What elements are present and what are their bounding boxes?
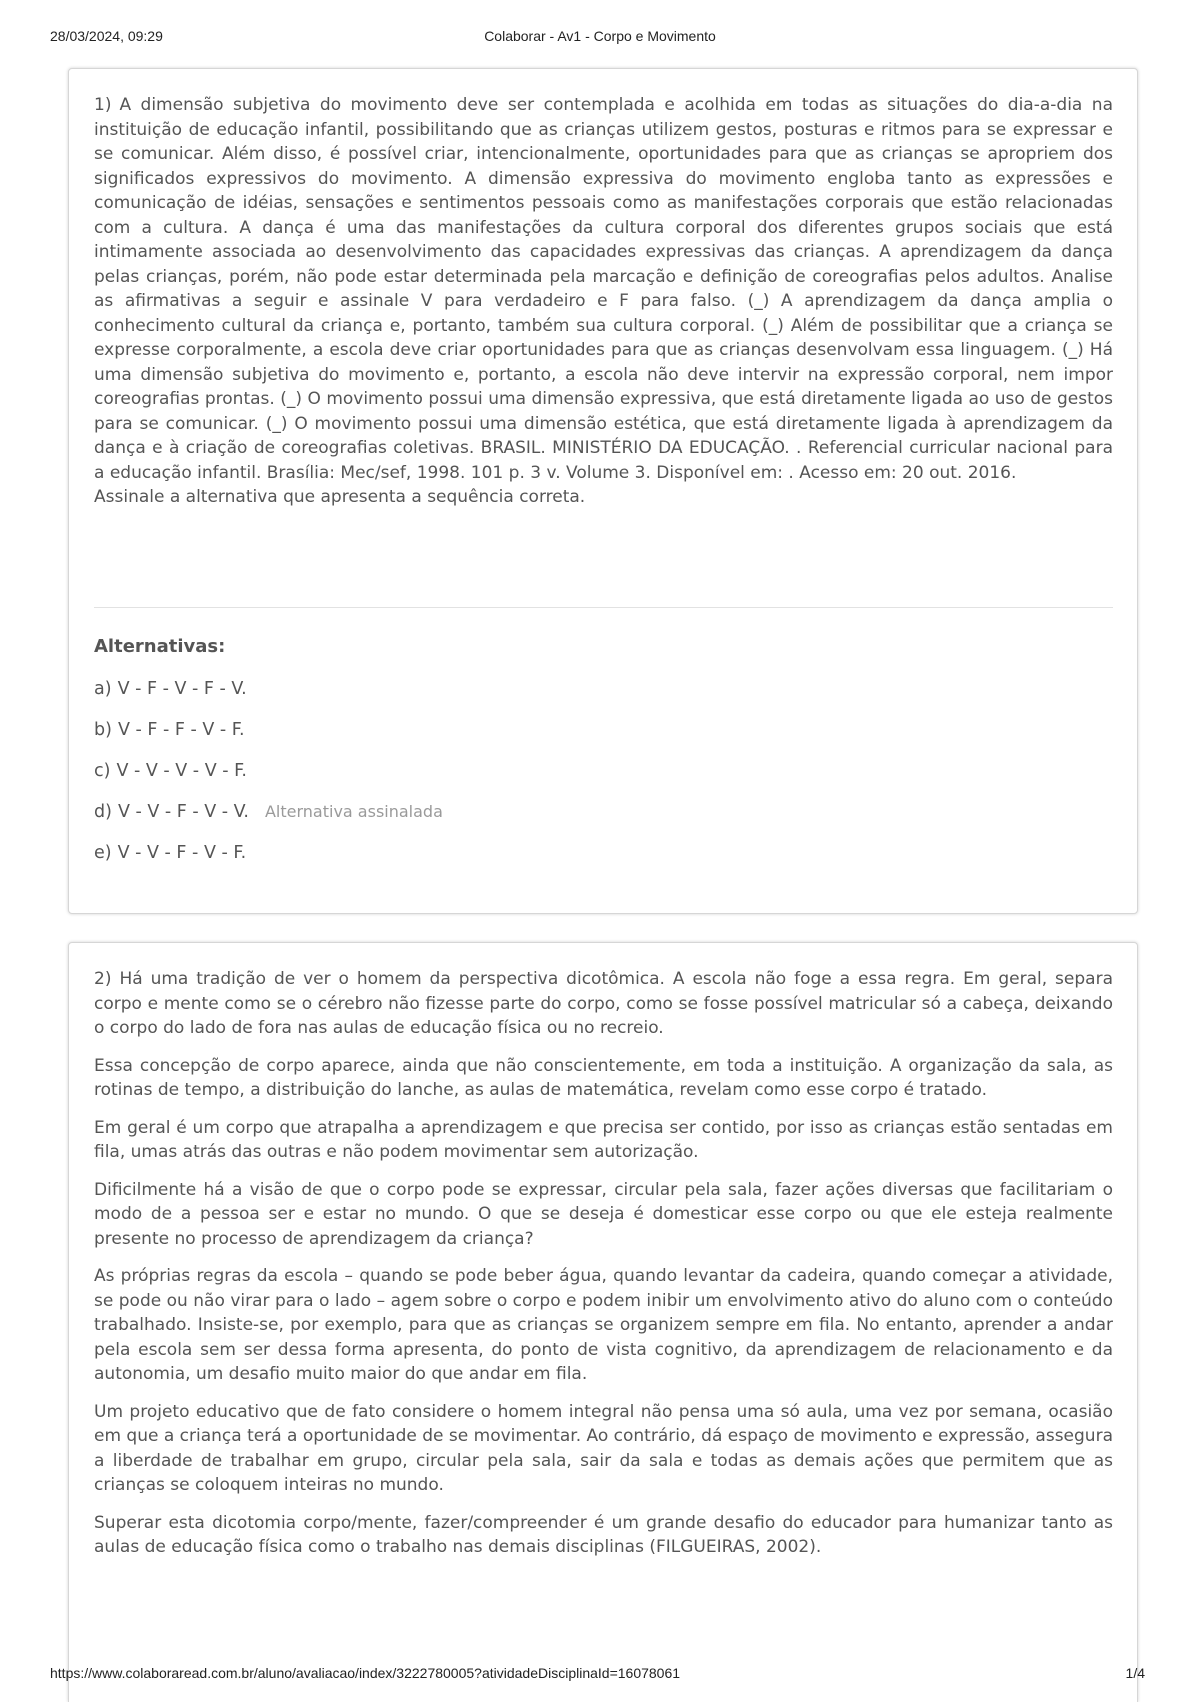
alternative-letter: c) xyxy=(94,761,111,781)
alternative-c[interactable] xyxy=(94,761,1113,802)
alternative-text: V - V - V - V - F. xyxy=(116,761,247,781)
question-2-text xyxy=(94,967,1113,1573)
page-number: 1/4 xyxy=(1125,1665,1145,1681)
alternatives-heading: Alternativas: xyxy=(94,636,226,657)
alternative-text: V - F - V - F - V. xyxy=(117,679,247,699)
question-2-paragraph: Superar esta dicotomia corpo/mente, fazer/compreender é um grande desafio do educador para humanizar tanto as aulas de educação física como o trabalho nas demais disciplinas (FILGUEIRAS, 2002). xyxy=(94,1512,1113,1557)
question-2-paragraph: Dificilmente há a visão de que o corpo pode se expressar, circular pela sala, fazer ações diversas que facilitariam o modo de a pessoa ser e estar no mundo. O que se deseja é domesticar esse corpo ou que ele esteja realmente presente no processo de aprendizagem da criança? xyxy=(94,1179,1113,1249)
alternative-b[interactable] xyxy=(94,720,1113,761)
question-1-statement: A dimensão subjetiva do movimento deve ser contemplada e acolhida em todas as situações do dia-a-dia na instituição de educação infantil, possibilitando que as crianças utilizem gestos, posturas e ritmos para se expressar e se comunicar. Além disso, é possível criar, intencionalmente, oportunidades para que as crianças se apropriem dos significados expressivos do movimento. A dimensão expressiva do movimento engloba tanto as expressões e comunicação de idéias, sensações e sentimentos pessoais como as manifestações corporais que estão relacionadas com a cultura. A dança é uma das manifestações da cultura corporal dos diferentes grupos sociais que está intimamente associada ao desenvolvimento das capacidades expressivas das crianças. A aprendizagem da dança pelas crianças, porém, não pode estar determinada pela marcação e definição de coreografias pelos adultos. Analise as afirmativas a seguir e assinale V para verdadeiro e F para falso. (_) A aprendizagem da dança amplia o conhecimento cultural da criança e, portanto, também sua cultura corporal. (_) Além de possibilitar que a criança se expresse corporalmente, a escola deve criar oportunidades para que as crianças desenvolvam essa linguagem. (_) Há uma dimensão subjetiva do movimento e, portanto, a escola não deve intervir na expressão corporal, nem impor coreografias prontas. (_) O movimento possui uma dimensão expressiva, que está diretamente ligada ao uso de gestos para se comunicar. (_) O movimento possui uma dimensão estética, que está diretamente ligada à aprendizagem da dança e à criação de coreografias coletivas. BRASIL. MINISTÉRIO DA EDUCAÇÃO. . Referencial curricular nacional para a educação infantil. Brasília: Mec/sef, 1998. 101 p. 3 v. Volume 3. Disponível em: . Acesso em: 20 out. 2016. xyxy=(94,95,1113,483)
print-footer xyxy=(50,1665,1150,1685)
question-card-1 xyxy=(68,68,1138,914)
question-2-paragraph: As próprias regras da escola – quando se pode beber água, quando levantar da cadeira, quando começar a atividade, se pode ou não virar para o lado – agem sobre o corpo e podem inibir um envolvimento ativo do aluno com o conteúdo trabalhado. Insiste-se, por exemplo, para que as crianças se organizem sempre em fila. No entanto, aprender a andar pela escola sem ser dessa forma apresenta, do ponto de vista cognitivo, da aprendizagem de relacionamento e da autonomia, um desafio muito maior do que andar em fila. xyxy=(94,1266,1113,1384)
alternative-letter: a) xyxy=(94,679,112,699)
question-2-number: 2) xyxy=(94,969,112,989)
question-2-paragraph: Um projeto educativo que de fato considere o homem integral não pensa uma só aula, uma vez por semana, ocasião em que a criança terá a oportunidade de se movimentar. Ao contrário, dá espaço de movimento e expressão, assegura a liberdade de trabalhar em grupo, circular pela sala, sair da sala e todas as demais ações que permitem que as crianças se coloquem inteiras no mundo. xyxy=(94,1401,1113,1495)
alternative-d[interactable] xyxy=(94,802,1113,843)
alternative-e[interactable] xyxy=(94,843,1113,884)
selected-alternative-label: Alternativa assinalada xyxy=(264,802,443,821)
question-card-2 xyxy=(68,942,1138,1702)
question-2-paragraph: Em geral é um corpo que atrapalha a aprendizagem e que precisa ser contido, por isso as crianças estão sentadas em fila, umas atrás das outras e não podem movimentar sem autorização. xyxy=(94,1117,1113,1162)
question-2-paragraph: Essa concepção de corpo aparece, ainda que não conscientemente, em toda a instituição. A organização da sala, as rotinas de tempo, a distribuição do lanche, as aulas de matemática, revelam como esse corpo é tratado. xyxy=(94,1055,1113,1100)
print-header xyxy=(50,28,1150,48)
page-url: https://www.colaboraread.com.br/aluno/avaliacao/index/3222780005?atividadeDisciplinaId=16078061 xyxy=(50,1665,681,1681)
paragraph-text: Há uma tradição de ver o homem da perspectiva dicotômica. A escola não foge a essa regra. Em geral, separa corpo e mente como se o cérebro não fizesse parte do corpo, como se fosse possível matricular só a cabeça, deixando o corpo do lado de fora nas aulas de educação física ou no recreio. xyxy=(94,969,1113,1038)
document-title: Colaborar - Av1 - Corpo e Movimento xyxy=(484,28,716,44)
question-1-text xyxy=(94,93,1113,523)
print-date: 28/03/2024, 09:29 xyxy=(50,28,163,44)
alternative-text: V - V - F - V - V. xyxy=(117,802,249,822)
alternative-letter: b) xyxy=(94,720,112,740)
question-1-number: 1) xyxy=(94,95,112,115)
divider xyxy=(94,607,1113,608)
alternative-letter: d) xyxy=(94,802,112,822)
alternative-letter: e) xyxy=(94,843,112,863)
alternative-a[interactable] xyxy=(94,679,1113,720)
question-1-instruction: Assinale a alternativa que apresenta a sequência correta. xyxy=(94,487,586,507)
question-2-paragraph xyxy=(94,967,1113,1041)
alternative-text: V - V - F - V - F. xyxy=(117,843,247,863)
alternatives-list xyxy=(94,679,1113,884)
alternative-text: V - F - F - V - F. xyxy=(117,720,245,740)
